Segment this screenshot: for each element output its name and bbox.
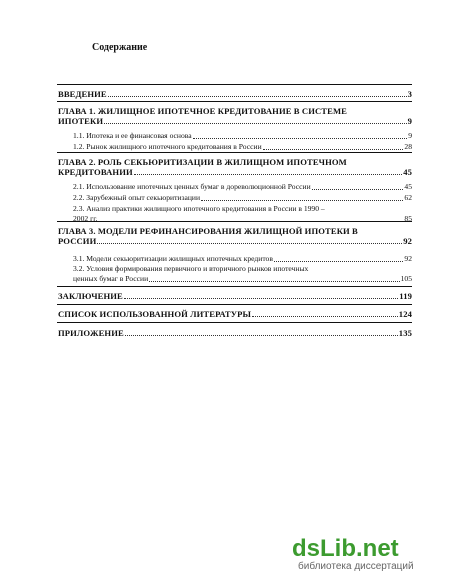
toc-leader-dots [124, 298, 398, 299]
section-divider [57, 304, 412, 305]
toc-page-number: 9 [408, 131, 412, 140]
toc-page-number: 124 [398, 309, 412, 319]
toc-entry-title: 2.1. Использование ипотечных ценных бумаг в дореволюционной России [73, 182, 311, 191]
toc-entry-title: 3.1. Модели секьюритизации жилищных ипотечных кредитов [73, 254, 273, 263]
watermark [0, 524, 450, 582]
toc-page-number: 92 [404, 254, 412, 263]
toc-entry-title: ПРИЛОЖЕНИЕ [58, 328, 124, 338]
section-divider [57, 286, 412, 287]
toc-entry-title-continued: ценных бумаг в России [73, 274, 149, 283]
toc-leader-dots [104, 123, 406, 124]
toc-page-number: 119 [399, 291, 412, 301]
toc-leader-dots [312, 189, 404, 190]
section-divider [57, 152, 412, 153]
brand-subtitle: библиотека диссертаций [298, 561, 414, 572]
toc-page-number: 45 [404, 182, 412, 191]
toc-entry-title: ГЛАВА 2. РОЛЬ СЕКЬЮРИТИЗАЦИИ В ЖИЛИЩНОМ ИПОТЕЧНОМ [58, 157, 347, 167]
toc-page-number: 45 [403, 167, 412, 177]
toc-page-number: 9 [407, 116, 412, 126]
toc-page-number: 105 [400, 274, 412, 283]
toc-entry-title: 2.2. Зарубежный опыт секьюритизации [73, 193, 201, 202]
toc-leader-dots [108, 96, 407, 97]
toc-entry-title: 2.3. Анализ практики жилищного ипотечного кредитования в России в 1990 – [73, 204, 325, 213]
toc-page-number: 135 [398, 328, 412, 338]
toc-page-number: 92 [403, 236, 412, 246]
toc-entry-title-continued: РОССИИ [58, 236, 97, 246]
toc-leader-dots [149, 281, 399, 282]
page-title: Содержание [92, 42, 148, 53]
section-divider [57, 84, 412, 85]
section-divider [57, 101, 412, 102]
toc-entry-title: 1.1. Ипотека и ее финансовая основа [73, 131, 192, 140]
toc-entry-title: 3.2. Условия формирования первичного и вторичного рынков ипотечных [73, 264, 309, 273]
toc-entry-title: ВВЕДЕНИЕ [58, 89, 107, 99]
toc-page-number: 62 [404, 193, 412, 202]
toc-page-number: 3 [407, 89, 412, 99]
toc-entry-title-continued: ИПОТЕКИ [58, 116, 104, 126]
toc-entry-title: СПИСОК ИСПОЛЬЗОВАННОЙ ЛИТЕРАТУРЫ [58, 309, 252, 319]
toc-leader-dots [252, 316, 398, 317]
toc-leader-dots [201, 200, 403, 201]
toc-entry-title: ЗАКЛЮЧЕНИЕ [58, 291, 123, 301]
toc-entry-title: ГЛАВА 3. МОДЕЛИ РЕФИНАНСИРОВАНИЯ ЖИЛИЩНОЙ ИПОТЕКИ В [58, 226, 358, 236]
section-divider [57, 322, 412, 323]
toc-leader-dots [193, 138, 408, 139]
section-divider [57, 221, 412, 222]
toc-entry-title: 1.2. Рынок жилищного ипотечного кредитования в России [73, 142, 262, 151]
toc-entry-title: ГЛАВА 1. ЖИЛИЩНОЕ ИПОТЕЧНОЕ КРЕДИТОВАНИЕ В СИСТЕМЕ [58, 106, 347, 116]
toc-leader-dots [125, 335, 398, 336]
toc-leader-dots [274, 261, 403, 262]
toc-entry-title-continued: 2002 гг. [73, 214, 98, 223]
toc-leader-dots [134, 174, 402, 175]
svg-text:dsLib.net: dsLib.net [292, 535, 399, 562]
toc-leader-dots [263, 149, 404, 150]
toc-entry-title-continued: КРЕДИТОВАНИИ [58, 167, 133, 177]
toc-page-number: 85 [404, 214, 412, 223]
toc-leader-dots [97, 243, 402, 244]
toc-page-number: 28 [404, 142, 412, 151]
